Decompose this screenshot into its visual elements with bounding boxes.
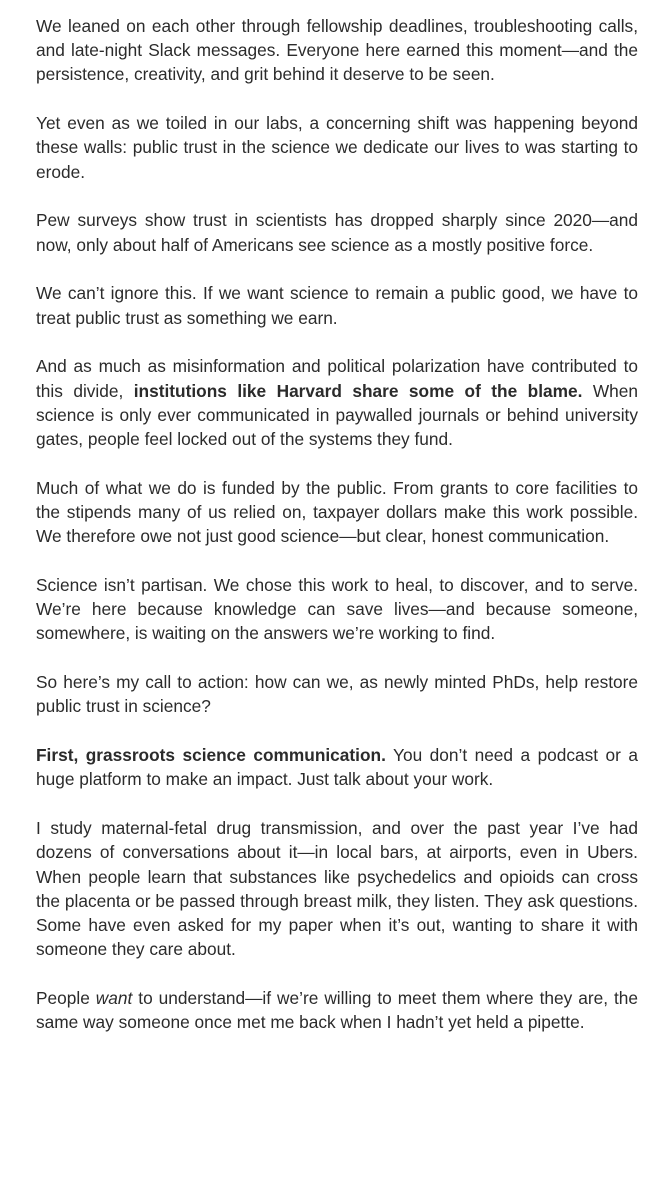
text-run: We can’t ignore this. If we want science to remain a public good, we have to treat public trust as something we earn.: [36, 283, 638, 328]
paragraph: [36, 281, 638, 329]
text-run: You don’t need a podcast or a huge platform to make an impact. Just talk about your work.: [36, 745, 638, 790]
italic-text-run: want: [95, 988, 133, 1009]
paragraph: [36, 208, 638, 256]
bold-text-run: First, grassroots science communication.: [36, 745, 386, 766]
text-run: So here’s my call to action: how can we, as newly minted PhDs, help restore public trust in science?: [36, 672, 638, 717]
paragraph: [36, 111, 638, 184]
text-run: And as much as misinformation and political polarization have contributed to this divide,: [36, 356, 638, 401]
paragraph: [36, 14, 638, 87]
text-run: I study maternal-fetal drug transmission, and over the past year I’ve had dozens of conversations about it—in local bars, at airports, even in Ubers. When people learn that substances like psychedelics and opioids can cross the placenta or be passed through breast milk, they listen. They ask questions. Some have even asked for my paper when it’s out, wanting to share it with someone they care about.: [36, 818, 638, 960]
paragraph: [36, 573, 638, 646]
paragraph: [36, 670, 638, 718]
text-run: People: [36, 988, 96, 1009]
text-run: Science isn’t partisan. We chose this work to heal, to discover, and to serve. We’re here because knowledge can save lives—and because someone, somewhere, is waiting on the answers we’re working to find.: [36, 575, 638, 644]
text-run: When science is only ever communicated in paywalled journals or behind university gates, people feel locked out of the systems they fund.: [36, 380, 638, 450]
document-body: [36, 14, 638, 1059]
paragraph: [36, 354, 638, 451]
text-run: We leaned on each other through fellowship deadlines, troubleshooting calls, and late-night Slack messages. Everyone here earned this moment—and the persistence, creativity, and grit behind it deserve to be seen.: [36, 16, 638, 85]
paragraph: [36, 816, 638, 961]
paragraph: [36, 743, 638, 791]
text-run: Yet even as we toiled in our labs, a concerning shift was happening beyond these walls: public trust in the science we dedicate our lives to was starting to erode.: [36, 113, 638, 182]
paragraph: [36, 986, 638, 1034]
text-run: Pew surveys show trust in scientists has dropped sharply since 2020—and now, only about half of Americans see science as a mostly positive force.: [36, 210, 638, 255]
bold-text-run: institutions like Harvard share some of the blame.: [133, 380, 583, 401]
text-run: to understand—if we’re willing to meet them where they are, the same way someone once met me back when I hadn’t yet held a pipette.: [36, 988, 638, 1033]
text-run: Much of what we do is funded by the public. From grants to core facilities to the stipends many of us relied on, taxpayer dollars make this work possible. We therefore owe not just good science—but clear, honest communication.: [36, 477, 638, 547]
paragraph: [36, 476, 638, 549]
